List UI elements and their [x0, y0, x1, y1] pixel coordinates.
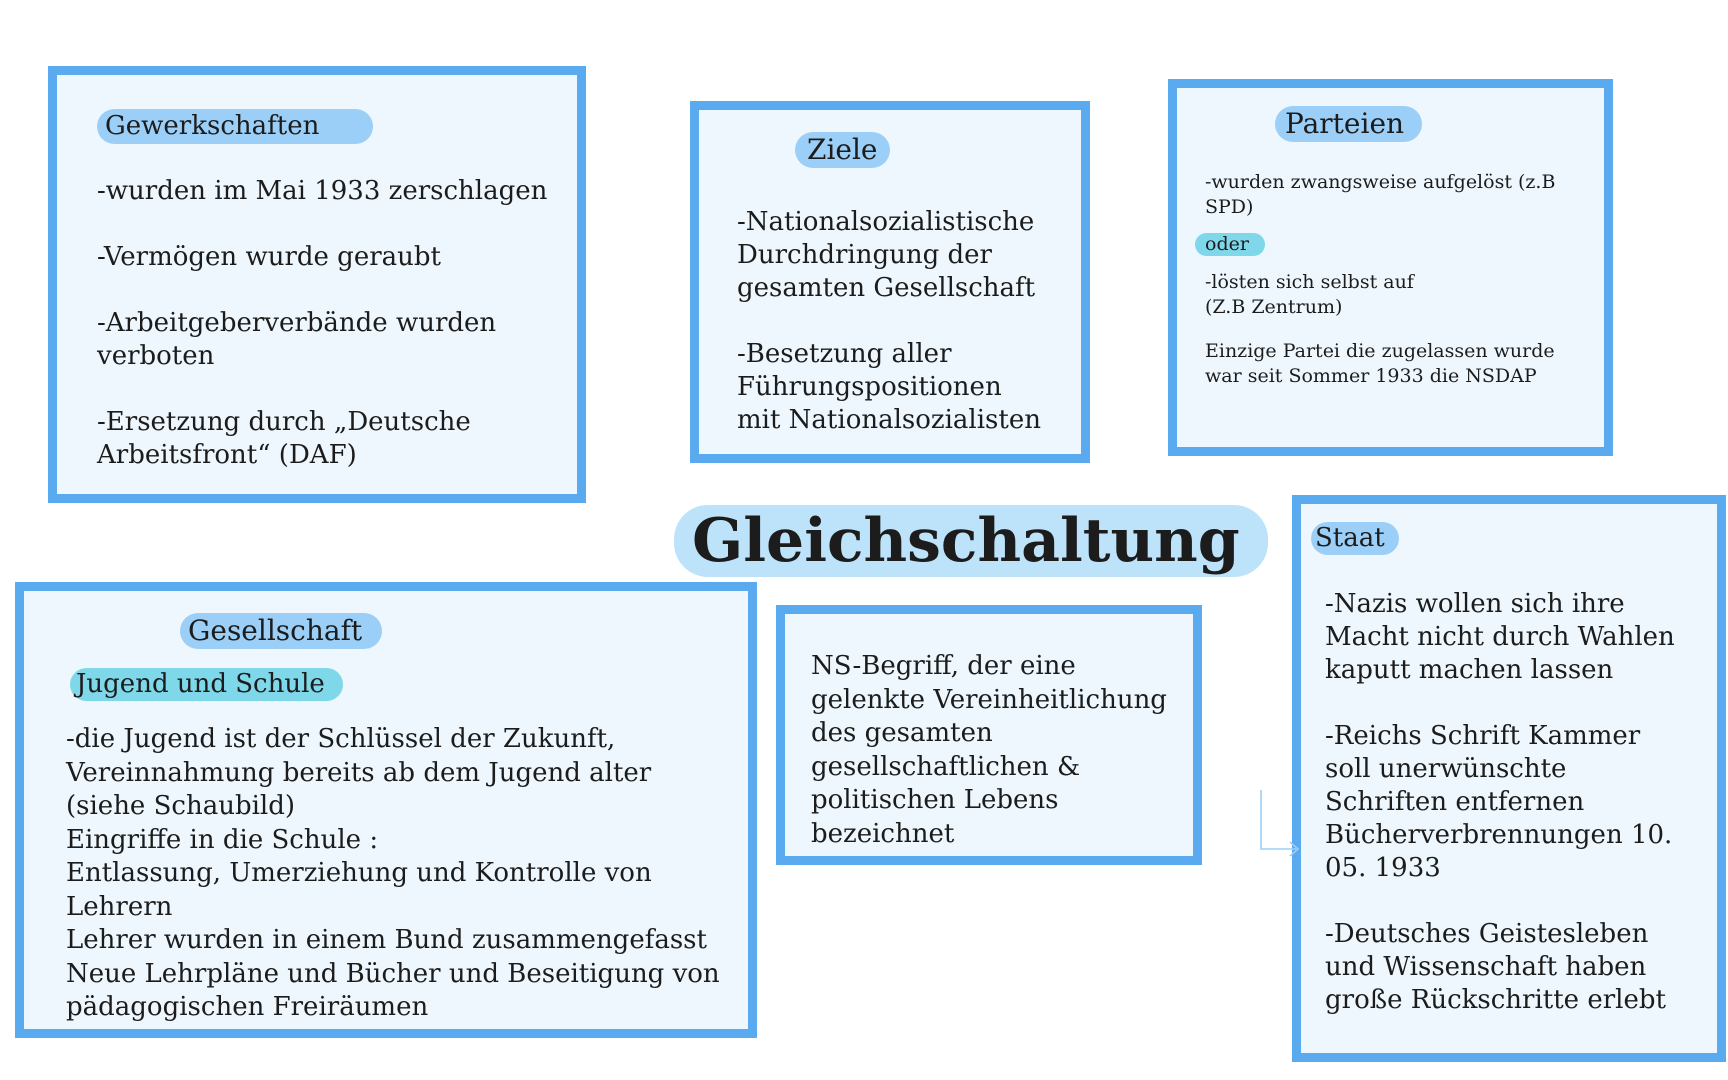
gesellschaft-title: Gesellschaft: [180, 613, 382, 649]
staat-text: [1325, 588, 1725, 1017]
staat-line: große Rückschritte erlebt: [1325, 985, 1666, 1015]
gesellschaft-line: Lehrern: [66, 891, 173, 922]
gesellschaft-line: Neue Lehrpläne und Bücher und Beseitigung von: [66, 958, 720, 989]
gewerkschaften-item: -Arbeitgeberverbände wurden: [97, 308, 497, 338]
staat-line: Macht nicht durch Wahlen: [1325, 622, 1675, 652]
gewerkschaften-text: [97, 175, 577, 472]
gewerkschaften-title: Gewerkschaften: [97, 109, 373, 144]
gesellschaft-card: [15, 582, 757, 1038]
gesellschaft-line: pädagogischen Freiräumen: [66, 992, 429, 1022]
gesellschaft-line: -die Jugend ist der Schlüssel der Zukunft,: [66, 724, 616, 754]
staat-line: -Deutsches Geistesleben: [1325, 919, 1649, 949]
staat-card: [1292, 495, 1726, 1062]
staat-line: soll unerwünschte: [1325, 754, 1567, 784]
ziele-card: [690, 101, 1090, 463]
gesellschaft-line: (siehe Schaubild): [66, 791, 296, 821]
parteien-title: Parteien: [1275, 106, 1422, 142]
parteien-line: war seit Sommer 1933 die NSDAP: [1205, 365, 1537, 387]
gewerkschaften-item: Arbeitsfront“ (DAF): [97, 440, 357, 470]
gewerkschaften-item: -wurden im Mai 1933 zerschlagen: [97, 176, 548, 206]
definition-line: NS-Begriff, der eine: [811, 651, 1076, 681]
parteien-line: -wurden zwangsweise aufgelöst (z.B: [1205, 171, 1556, 193]
parteien-line: -lösten sich selbst auf: [1205, 271, 1414, 293]
parteien-text: [1205, 170, 1605, 389]
staat-line: und Wissenschaft haben: [1325, 952, 1647, 982]
gesellschaft-line: Entlassung, Umerziehung und Kontrolle von: [66, 858, 652, 888]
definition-line: politischen Lebens: [811, 785, 1059, 815]
gesellschaft-line: Lehrer wurden in einem Bund zusammengefasst: [66, 925, 707, 955]
ziele-title: Ziele: [795, 132, 890, 168]
definition-line: bezeichnet: [811, 818, 955, 849]
staat-line: Schriften entfernen: [1325, 787, 1585, 817]
gesellschaft-line: Eingriffe in die Schule :: [66, 824, 379, 855]
definition-line: des gesamten: [811, 718, 993, 748]
connector-arrow-icon: [1260, 790, 1320, 860]
gesellschaft-subtitle: Jugend und Schule: [70, 668, 343, 701]
staat-line: kaputt machen lassen: [1325, 655, 1614, 685]
gesellschaft-text: [66, 723, 756, 1025]
definition-text: [811, 650, 1201, 851]
ziele-text: [737, 206, 1087, 437]
gewerkschaften-item: verboten: [97, 341, 215, 371]
staat-title: Staat: [1311, 522, 1399, 555]
ziele-line: -Nationalsozialistische: [737, 207, 1035, 237]
staat-line: 05. 1933: [1325, 853, 1441, 883]
definition-line: gesellschaftlichen &: [811, 751, 1081, 782]
staat-line: -Nazis wollen sich ihre: [1325, 589, 1625, 619]
parteien-line: Einzige Partei die zugelassen wurde: [1205, 340, 1555, 362]
staat-line: Bücherverbrennungen 10.: [1325, 820, 1673, 850]
ziele-line: Durchdringung der: [737, 240, 992, 270]
definition-card: [776, 605, 1202, 865]
ziele-line: -Besetzung aller: [737, 339, 952, 369]
parteien-line: SPD): [1205, 196, 1254, 218]
staat-line: -Reichs Schrift Kammer: [1325, 721, 1641, 751]
ziele-line: mit Nationalsozialisten: [737, 405, 1041, 435]
parteien-card: [1168, 79, 1613, 456]
ziele-line: gesamten Gesellschaft: [737, 273, 1036, 303]
gesellschaft-line: Vereinnahmung bereits ab dem Jugend alter: [66, 757, 652, 788]
parteien-oder-badge: oder: [1195, 233, 1265, 256]
parteien-line: (Z.B Zentrum): [1205, 296, 1343, 318]
gewerkschaften-item: -Vermögen wurde geraubt: [97, 242, 441, 272]
gewerkschaften-card: [48, 66, 586, 503]
ziele-line: Führungspositionen: [737, 372, 1002, 402]
definition-line: gelenkte Vereinheitlichung: [811, 684, 1167, 715]
main-title: Gleichschaltung: [674, 505, 1268, 577]
gewerkschaften-item: -Ersetzung durch „Deutsche: [97, 407, 471, 437]
